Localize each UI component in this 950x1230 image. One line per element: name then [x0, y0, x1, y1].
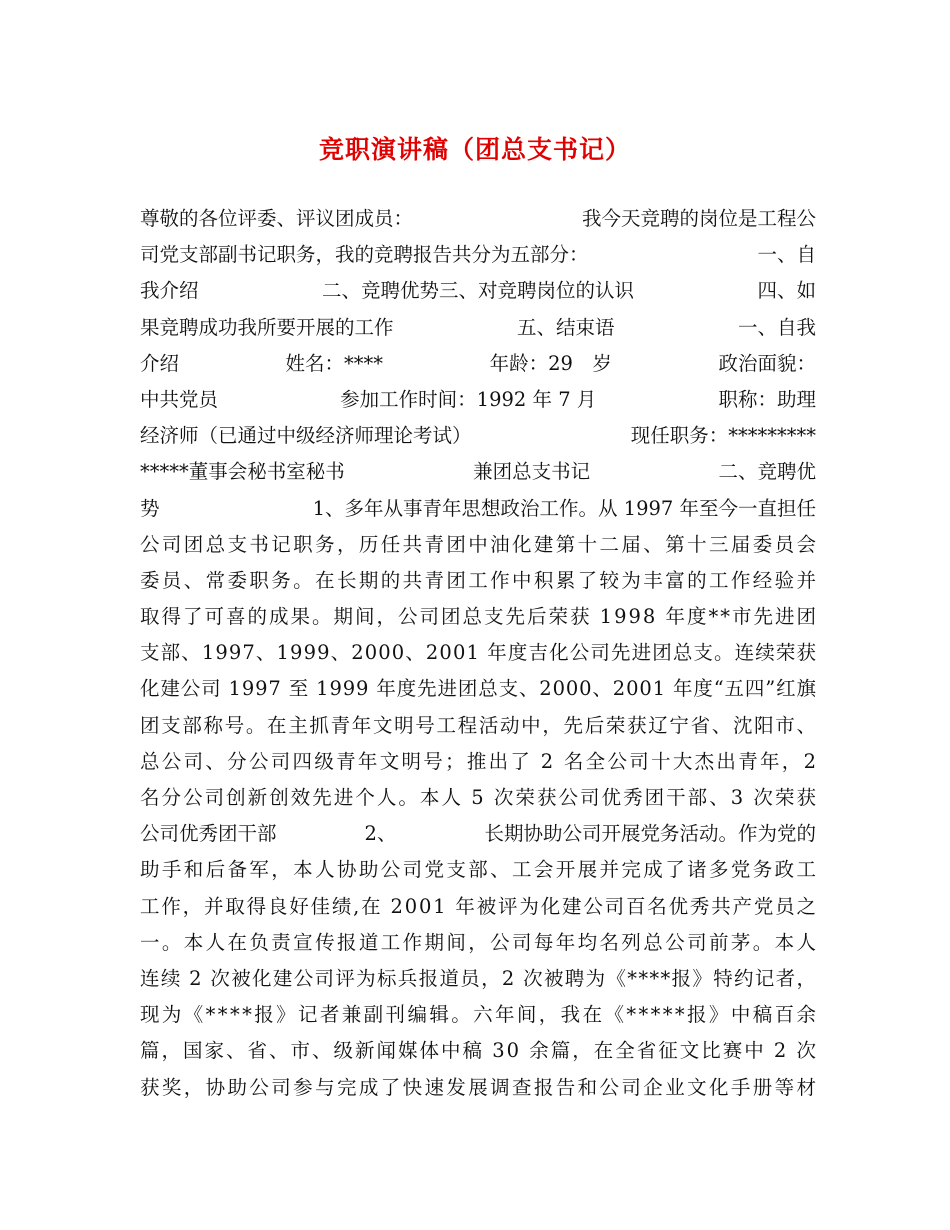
line-segment: 名分公司创新创效先进个人。本人 5 次荣获公司优秀团干部、3 次荣获 — [140, 786, 819, 809]
body-line — [140, 744, 819, 780]
body-line — [140, 273, 816, 309]
line-segment: 姓名：**** — [285, 351, 384, 375]
line-segment: 年龄：29 岁 — [489, 351, 612, 375]
line-segment: 一。本人在负责宣传报道工作期间，公司每年均名列总公司前茅。本人 — [140, 930, 819, 954]
line-segment: 化建公司 1997 至 1999 年度先进团总支、2000、2001 年度“五四”红旗 — [140, 677, 817, 701]
body-line — [140, 527, 819, 563]
line-segment: 工作，并取得良好佳绩,在 2001 年被评为化建公司百名优秀共产党员之 — [140, 894, 818, 918]
line-segment: 支部、1997、1999、2000、2001 年度吉化公司先进团总支。连续荣获 — [140, 641, 818, 665]
line-segment: 篇，国家、省、市、级新闻媒体中稿 30 余篇，在全省征文比赛中 2 次 — [140, 1039, 818, 1063]
line-segment: 连续 2 次被化建公司评为标兵报道员，2 次被聘为《****报》特约记者， — [140, 966, 818, 990]
body-line — [140, 997, 819, 1033]
body-line — [140, 599, 816, 635]
line-segment: 介绍 — [140, 351, 180, 375]
body-line — [140, 418, 816, 454]
line-segment: 二、竞聘优势三、对竞聘岗位的认识 — [321, 279, 634, 303]
line-segment: 2、 — [364, 822, 397, 846]
line-segment: 兼团总支书记 — [473, 460, 591, 484]
line-segment: 现任职务：********* — [630, 424, 816, 448]
body-line — [140, 382, 816, 418]
body-line — [140, 346, 816, 382]
line-segment: 我介绍 — [140, 279, 199, 303]
line-segment: 势 — [140, 496, 160, 520]
line-segment: 我今天竞聘的岗位是工程公 — [581, 207, 816, 230]
body-line — [140, 889, 816, 925]
line-segment: 获奖，协助公司参与完成了快速发展调查报告和公司企业文化手册等材 — [140, 1075, 819, 1099]
line-segment: 1、多年从事青年思想政治工作。从 1997 年至今一直担任 — [312, 496, 816, 520]
line-segment: 尊敬的各位评委、评议团成员： — [140, 207, 414, 230]
line-segment: 经济师（已通过中级经济师理论考试） — [140, 424, 472, 448]
line-segment: 中共党员 — [140, 387, 219, 411]
line-segment: 五、结束语 — [516, 315, 615, 339]
line-segment: 二、竞聘优 — [718, 460, 816, 484]
line-segment: 团支部称号。在主抓青年文明号工程活动中，先后荣获辽宁省、沈阳市、 — [140, 713, 818, 737]
line-segment: 公司团总支书记职务，历任共青团中油化建第十二届、第十三届委员会 — [140, 532, 819, 556]
body-line — [140, 491, 816, 527]
line-segment: 四、如 — [757, 279, 816, 303]
line-segment: 一、自我 — [737, 315, 816, 339]
body-line — [140, 635, 816, 671]
line-segment: *****董事会秘书室秘书 — [140, 460, 345, 484]
body-line — [140, 1033, 816, 1069]
body-line — [140, 961, 816, 997]
body-line — [140, 201, 816, 237]
line-segment: 参加工作时间：1992 年 7 月 — [340, 387, 597, 411]
body-line — [140, 310, 816, 346]
line-segment: 政治面貌： — [718, 351, 816, 375]
line-segment: 总公司、分公司四级青年文明号；推出了 2 名全公司十大杰出青年，2 — [140, 749, 819, 773]
body-line — [140, 708, 816, 744]
document-body — [140, 201, 819, 1106]
body-line — [140, 671, 816, 707]
body-line — [140, 563, 819, 599]
line-segment: 果竞聘成功我所要开展的工作 — [140, 315, 394, 339]
line-segment: 公司优秀团干部 — [140, 822, 277, 846]
line-segment: 司党支部副书记职务，我的竞聘报告共分为五部分： — [140, 243, 589, 267]
body-line — [140, 237, 816, 273]
body-line — [140, 1070, 819, 1106]
body-line — [140, 816, 816, 852]
line-segment: 一、自 — [757, 243, 816, 267]
document-title: 竞职演讲稿（团总支书记） — [318, 135, 631, 164]
body-line — [140, 852, 819, 888]
line-segment: 职称：助理 — [718, 387, 816, 411]
line-segment: 取得了可喜的成果。期间，公司团总支先后荣获 1998 年度**市先进团 — [140, 605, 818, 629]
body-line — [140, 454, 816, 490]
line-segment: 现为《****报》记者兼副刊编辑。六年间，我在《*****报》中稿百余 — [140, 1003, 819, 1027]
body-line — [140, 925, 819, 961]
line-segment: 长期协助公司开展党务活动。作为党的 — [484, 822, 816, 846]
line-segment: 委员、常委职务。在长期的共青团工作中积累了较为丰富的工作经验并 — [140, 568, 819, 592]
line-segment: 助手和后备军，本人协助公司党支部、工会开展并完成了诸多党务政工 — [140, 858, 819, 882]
body-line — [140, 780, 819, 816]
